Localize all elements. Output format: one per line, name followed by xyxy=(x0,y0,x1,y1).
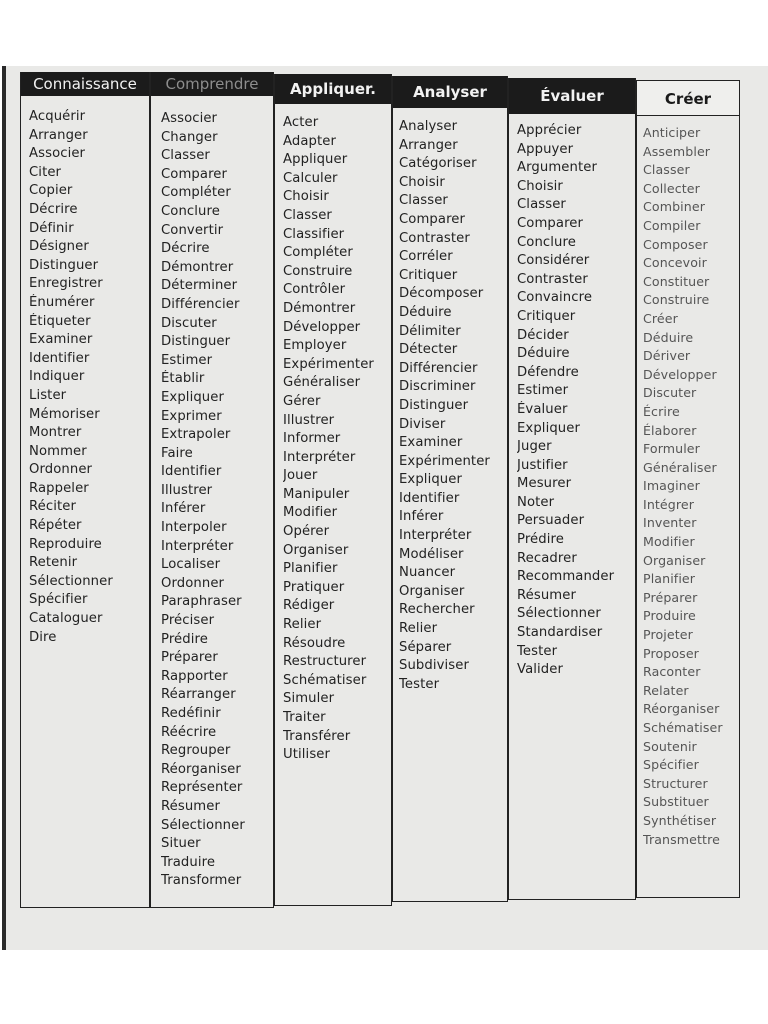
list-item: Contraster xyxy=(517,271,588,287)
column-header: Appliquer. xyxy=(275,74,391,104)
list-item: Redéfinir xyxy=(161,706,221,721)
list-item: Corréler xyxy=(399,249,453,265)
verb-list xyxy=(517,122,635,680)
list-item: Lister xyxy=(29,387,67,403)
list-item: Classer xyxy=(283,207,332,223)
list-item: Raconter xyxy=(643,664,701,680)
list-item: Prédire xyxy=(517,532,564,548)
list-item: Prédire xyxy=(161,631,208,647)
list-item: Différencier xyxy=(399,360,478,376)
list-item: Subdiviser xyxy=(399,658,470,674)
list-item: Distinguer xyxy=(29,257,99,273)
list-item: Démontrer xyxy=(161,259,234,275)
list-item: Recadrer xyxy=(517,550,577,566)
list-item: Inférer xyxy=(161,501,206,517)
list-item: Jouer xyxy=(283,468,318,484)
list-item: Acquérir xyxy=(29,109,86,124)
list-item: Modifier xyxy=(643,534,695,550)
list-item: Généraliser xyxy=(283,375,361,391)
list-item: Défendre xyxy=(517,364,579,380)
list-item: Réorganiser xyxy=(161,761,241,777)
list-item: Juger xyxy=(517,439,552,455)
list-item: Adapter xyxy=(283,133,337,149)
list-item: Mémoriser xyxy=(29,406,100,422)
list-item: Représenter xyxy=(161,780,243,796)
list-item: Opérer xyxy=(283,524,330,540)
list-item: Faire xyxy=(161,445,193,461)
list-item: Sélectionner xyxy=(517,606,601,622)
list-item: Appuyer xyxy=(517,141,574,157)
verb-list xyxy=(399,118,507,694)
column-connaissance xyxy=(20,72,150,908)
list-item: Assembler xyxy=(643,143,711,159)
list-item: Argumenter xyxy=(517,160,597,176)
list-item: Étiqueter xyxy=(29,313,91,329)
column-creer xyxy=(636,80,740,898)
list-item: Associer xyxy=(29,146,86,162)
list-item: Réarranger xyxy=(161,687,236,703)
verb-list xyxy=(283,114,391,765)
list-item: Interpréter xyxy=(283,449,356,465)
list-item: Persuader xyxy=(517,513,585,529)
column-header: Connaissance xyxy=(21,72,149,96)
list-item: Organiser xyxy=(643,552,706,568)
list-item: Réécrire xyxy=(161,724,217,740)
list-item: Réciter xyxy=(29,499,77,515)
list-item: Comparer xyxy=(161,166,228,182)
list-item: Regrouper xyxy=(161,743,231,759)
list-item: Inventer xyxy=(643,515,697,531)
column-comprendre xyxy=(150,72,274,908)
list-item: Changer xyxy=(161,129,218,145)
list-item: Discuter xyxy=(161,315,217,331)
list-item: Noter xyxy=(517,494,555,510)
list-item: Ordonner xyxy=(29,462,93,478)
list-item: Préparer xyxy=(161,650,218,666)
list-item: Démontrer xyxy=(283,300,356,316)
list-item: Anticiper xyxy=(643,125,701,140)
list-item: Identifier xyxy=(161,464,222,480)
list-item: Compiler xyxy=(643,217,701,233)
list-item: Simuler xyxy=(283,691,335,707)
list-item: Manipuler xyxy=(283,486,350,502)
list-item: Illustrer xyxy=(161,482,213,498)
list-item: Tester xyxy=(517,643,558,659)
column-analyser xyxy=(392,76,508,902)
list-item: Développer xyxy=(643,366,717,382)
list-item: Déduire xyxy=(643,329,694,345)
list-item: Mesurer xyxy=(517,476,572,492)
list-item: Inférer xyxy=(399,509,444,525)
list-item: Rechercher xyxy=(399,602,475,618)
list-item: Transformer xyxy=(161,873,242,889)
list-item: Restructurer xyxy=(283,654,367,670)
list-item: Décrire xyxy=(29,201,78,217)
list-item: Expliquer xyxy=(161,389,224,405)
list-item: Imaginer xyxy=(643,478,700,494)
list-item: Identifier xyxy=(29,350,90,366)
list-item: Produire xyxy=(643,608,696,624)
list-item: Appliquer xyxy=(283,152,348,168)
list-item: Construire xyxy=(283,263,353,279)
list-item: Choisir xyxy=(283,189,329,205)
list-item: Modifier xyxy=(283,505,338,521)
list-item: Classer xyxy=(399,193,448,209)
list-item: Interpréter xyxy=(399,528,472,544)
verb-list xyxy=(29,108,149,647)
list-item: Conclure xyxy=(161,203,220,219)
list-item: Déduire xyxy=(517,346,570,362)
column-header: Comprendre xyxy=(151,72,273,96)
list-item: Apprécier xyxy=(517,123,582,138)
list-item: Désigner xyxy=(29,239,89,255)
list-item: Sélectionner xyxy=(29,573,113,589)
list-item: Interpréter xyxy=(161,538,234,554)
list-item: Expérimenter xyxy=(283,356,374,372)
list-item: Classer xyxy=(517,197,566,213)
list-item: Séparer xyxy=(399,639,452,655)
list-item: Classifier xyxy=(283,226,345,242)
list-item: Cataloguer xyxy=(29,611,103,627)
list-item: Comparer xyxy=(517,215,584,231)
list-item: Paraphraser xyxy=(161,594,242,610)
list-item: Décider xyxy=(517,327,569,343)
list-item: Traduire xyxy=(161,854,216,870)
list-item: Traiter xyxy=(283,710,326,725)
list-item: Rapporter xyxy=(161,668,228,684)
list-item: Planifier xyxy=(283,561,338,577)
list-item: Organiser xyxy=(399,583,465,599)
list-item: Schématiser xyxy=(283,672,367,688)
list-item: Expliquer xyxy=(399,472,462,488)
list-item: Préciser xyxy=(161,613,215,629)
list-item: Sélectionner xyxy=(161,817,245,833)
list-item: Relier xyxy=(399,621,438,637)
list-item: Définir xyxy=(29,220,74,236)
list-item: Choisir xyxy=(399,174,445,190)
list-item: Spécifier xyxy=(29,592,88,608)
list-item: Valider xyxy=(517,662,564,678)
list-item: Classer xyxy=(643,162,690,178)
list-item: Compléter xyxy=(161,185,231,201)
list-item: Relier xyxy=(283,617,322,633)
list-item: Établir xyxy=(161,371,205,387)
list-item: Organiser xyxy=(283,542,349,558)
list-item: Indiquer xyxy=(29,369,85,385)
column-header: Analyser xyxy=(393,76,507,108)
list-item: Tester xyxy=(399,676,440,692)
list-item: Citer xyxy=(29,164,62,180)
list-item: Ordonner xyxy=(161,575,225,591)
list-item: Intégrer xyxy=(643,496,695,512)
list-item: Pratiquer xyxy=(283,579,345,595)
column-header: Évaluer xyxy=(509,78,635,114)
list-item: Distinguer xyxy=(161,334,231,350)
list-item: Contrôler xyxy=(283,282,346,298)
list-item: Synthétiser xyxy=(643,812,717,828)
list-item: Justifier xyxy=(517,457,568,473)
list-item: Convertir xyxy=(161,222,224,238)
list-item: Résumer xyxy=(517,587,576,603)
list-item: Examiner xyxy=(399,435,463,451)
list-item: Dire xyxy=(29,629,57,645)
list-item: Projeter xyxy=(643,627,693,643)
list-item: Décomposer xyxy=(399,286,484,302)
list-item: Copier xyxy=(29,183,73,199)
list-item: Décrire xyxy=(161,241,210,257)
list-item: Analyser xyxy=(399,119,458,134)
list-item: Choisir xyxy=(517,178,563,194)
list-item: Recommander xyxy=(517,569,615,585)
column-header: Créer xyxy=(637,80,739,116)
list-item: Délimiter xyxy=(399,323,461,339)
list-item: Préparer xyxy=(643,589,698,605)
list-item: Catégoriser xyxy=(399,156,477,172)
list-item: Employer xyxy=(283,338,347,354)
list-item: Convaincre xyxy=(517,290,593,306)
list-item: Illustrer xyxy=(283,412,335,428)
list-item: Gérer xyxy=(283,393,321,409)
list-item: Nuancer xyxy=(399,565,456,581)
list-item: Interpoler xyxy=(161,520,227,536)
list-item: Critiquer xyxy=(517,308,576,324)
list-item: Déduire xyxy=(399,304,452,320)
column-evaluer xyxy=(508,78,636,900)
list-item: Arranger xyxy=(399,137,458,153)
list-item: Résoudre xyxy=(283,635,346,651)
list-item: Généraliser xyxy=(643,459,717,475)
list-item: Rappeler xyxy=(29,480,89,496)
verb-list xyxy=(643,124,739,849)
list-item: Soutenir xyxy=(643,738,697,754)
list-item: Relater xyxy=(643,682,689,698)
list-item: Dériver xyxy=(643,348,691,364)
list-item: Réorganiser xyxy=(643,701,720,717)
list-item: Acter xyxy=(283,115,319,130)
list-item: Calculer xyxy=(283,170,338,186)
verb-list xyxy=(161,110,273,891)
list-item: Formuler xyxy=(643,441,700,457)
list-item: Transmettre xyxy=(643,831,720,847)
list-item: Associer xyxy=(161,111,218,126)
list-item: Collecter xyxy=(643,180,700,196)
list-item: Élaborer xyxy=(643,422,697,438)
list-item: Diviser xyxy=(399,416,446,432)
list-item: Conclure xyxy=(517,234,576,250)
list-item: Différencier xyxy=(161,296,240,312)
list-item: Transférer xyxy=(283,728,351,744)
list-item: Évaluer xyxy=(517,401,568,417)
list-item: Estimer xyxy=(517,383,569,399)
list-item: Comparer xyxy=(399,211,466,227)
list-item: Expliquer xyxy=(517,420,580,436)
list-item: Arranger xyxy=(29,127,88,143)
list-item: Retenir xyxy=(29,555,78,571)
list-item: Localiser xyxy=(161,557,221,573)
list-item: Considérer xyxy=(517,253,590,269)
list-item: Proposer xyxy=(643,645,699,661)
list-item: Construire xyxy=(643,292,710,308)
list-item: Estimer xyxy=(161,352,213,368)
list-item: Extrapoler xyxy=(161,427,231,443)
list-item: Enregistrer xyxy=(29,276,103,292)
list-item: Nommer xyxy=(29,443,87,459)
list-item: Répéter xyxy=(29,518,82,534)
list-item: Critiquer xyxy=(399,267,458,283)
list-item: Compléter xyxy=(283,245,353,261)
list-item: Classer xyxy=(161,148,210,164)
list-item: Déterminer xyxy=(161,278,238,294)
list-item: Résumer xyxy=(161,798,220,814)
list-item: Développer xyxy=(283,319,361,335)
list-item: Détecter xyxy=(399,342,458,358)
list-item: Planifier xyxy=(643,571,696,587)
list-item: Contraster xyxy=(399,230,470,246)
list-item: Distinguer xyxy=(399,397,469,413)
list-item: Créer xyxy=(643,310,678,326)
list-item: Exprimer xyxy=(161,408,222,424)
list-item: Énumérer xyxy=(29,294,95,310)
list-item: Rédiger xyxy=(283,598,335,614)
list-item: Composer xyxy=(643,236,708,252)
list-item: Reproduire xyxy=(29,536,102,552)
list-item: Spécifier xyxy=(643,757,699,773)
list-item: Expérimenter xyxy=(399,453,490,469)
list-item: Combiner xyxy=(643,199,705,215)
list-item: Schématiser xyxy=(643,720,723,735)
list-item: Constituer xyxy=(643,273,710,289)
list-item: Examiner xyxy=(29,332,93,348)
list-item: Discuter xyxy=(643,385,697,401)
column-appliquer xyxy=(274,74,392,906)
list-item: Substituer xyxy=(643,794,709,810)
list-item: Identifier xyxy=(399,490,460,506)
list-item: Modéliser xyxy=(399,546,464,562)
list-item: Standardiser xyxy=(517,625,603,641)
list-item: Montrer xyxy=(29,425,82,441)
list-item: Discriminer xyxy=(399,379,476,395)
list-item: Informer xyxy=(283,431,341,447)
list-item: Concevoir xyxy=(643,255,707,271)
list-item: Structurer xyxy=(643,775,708,791)
list-item: Écrire xyxy=(643,403,680,419)
list-item: Situer xyxy=(161,836,201,852)
list-item: Utiliser xyxy=(283,747,331,763)
